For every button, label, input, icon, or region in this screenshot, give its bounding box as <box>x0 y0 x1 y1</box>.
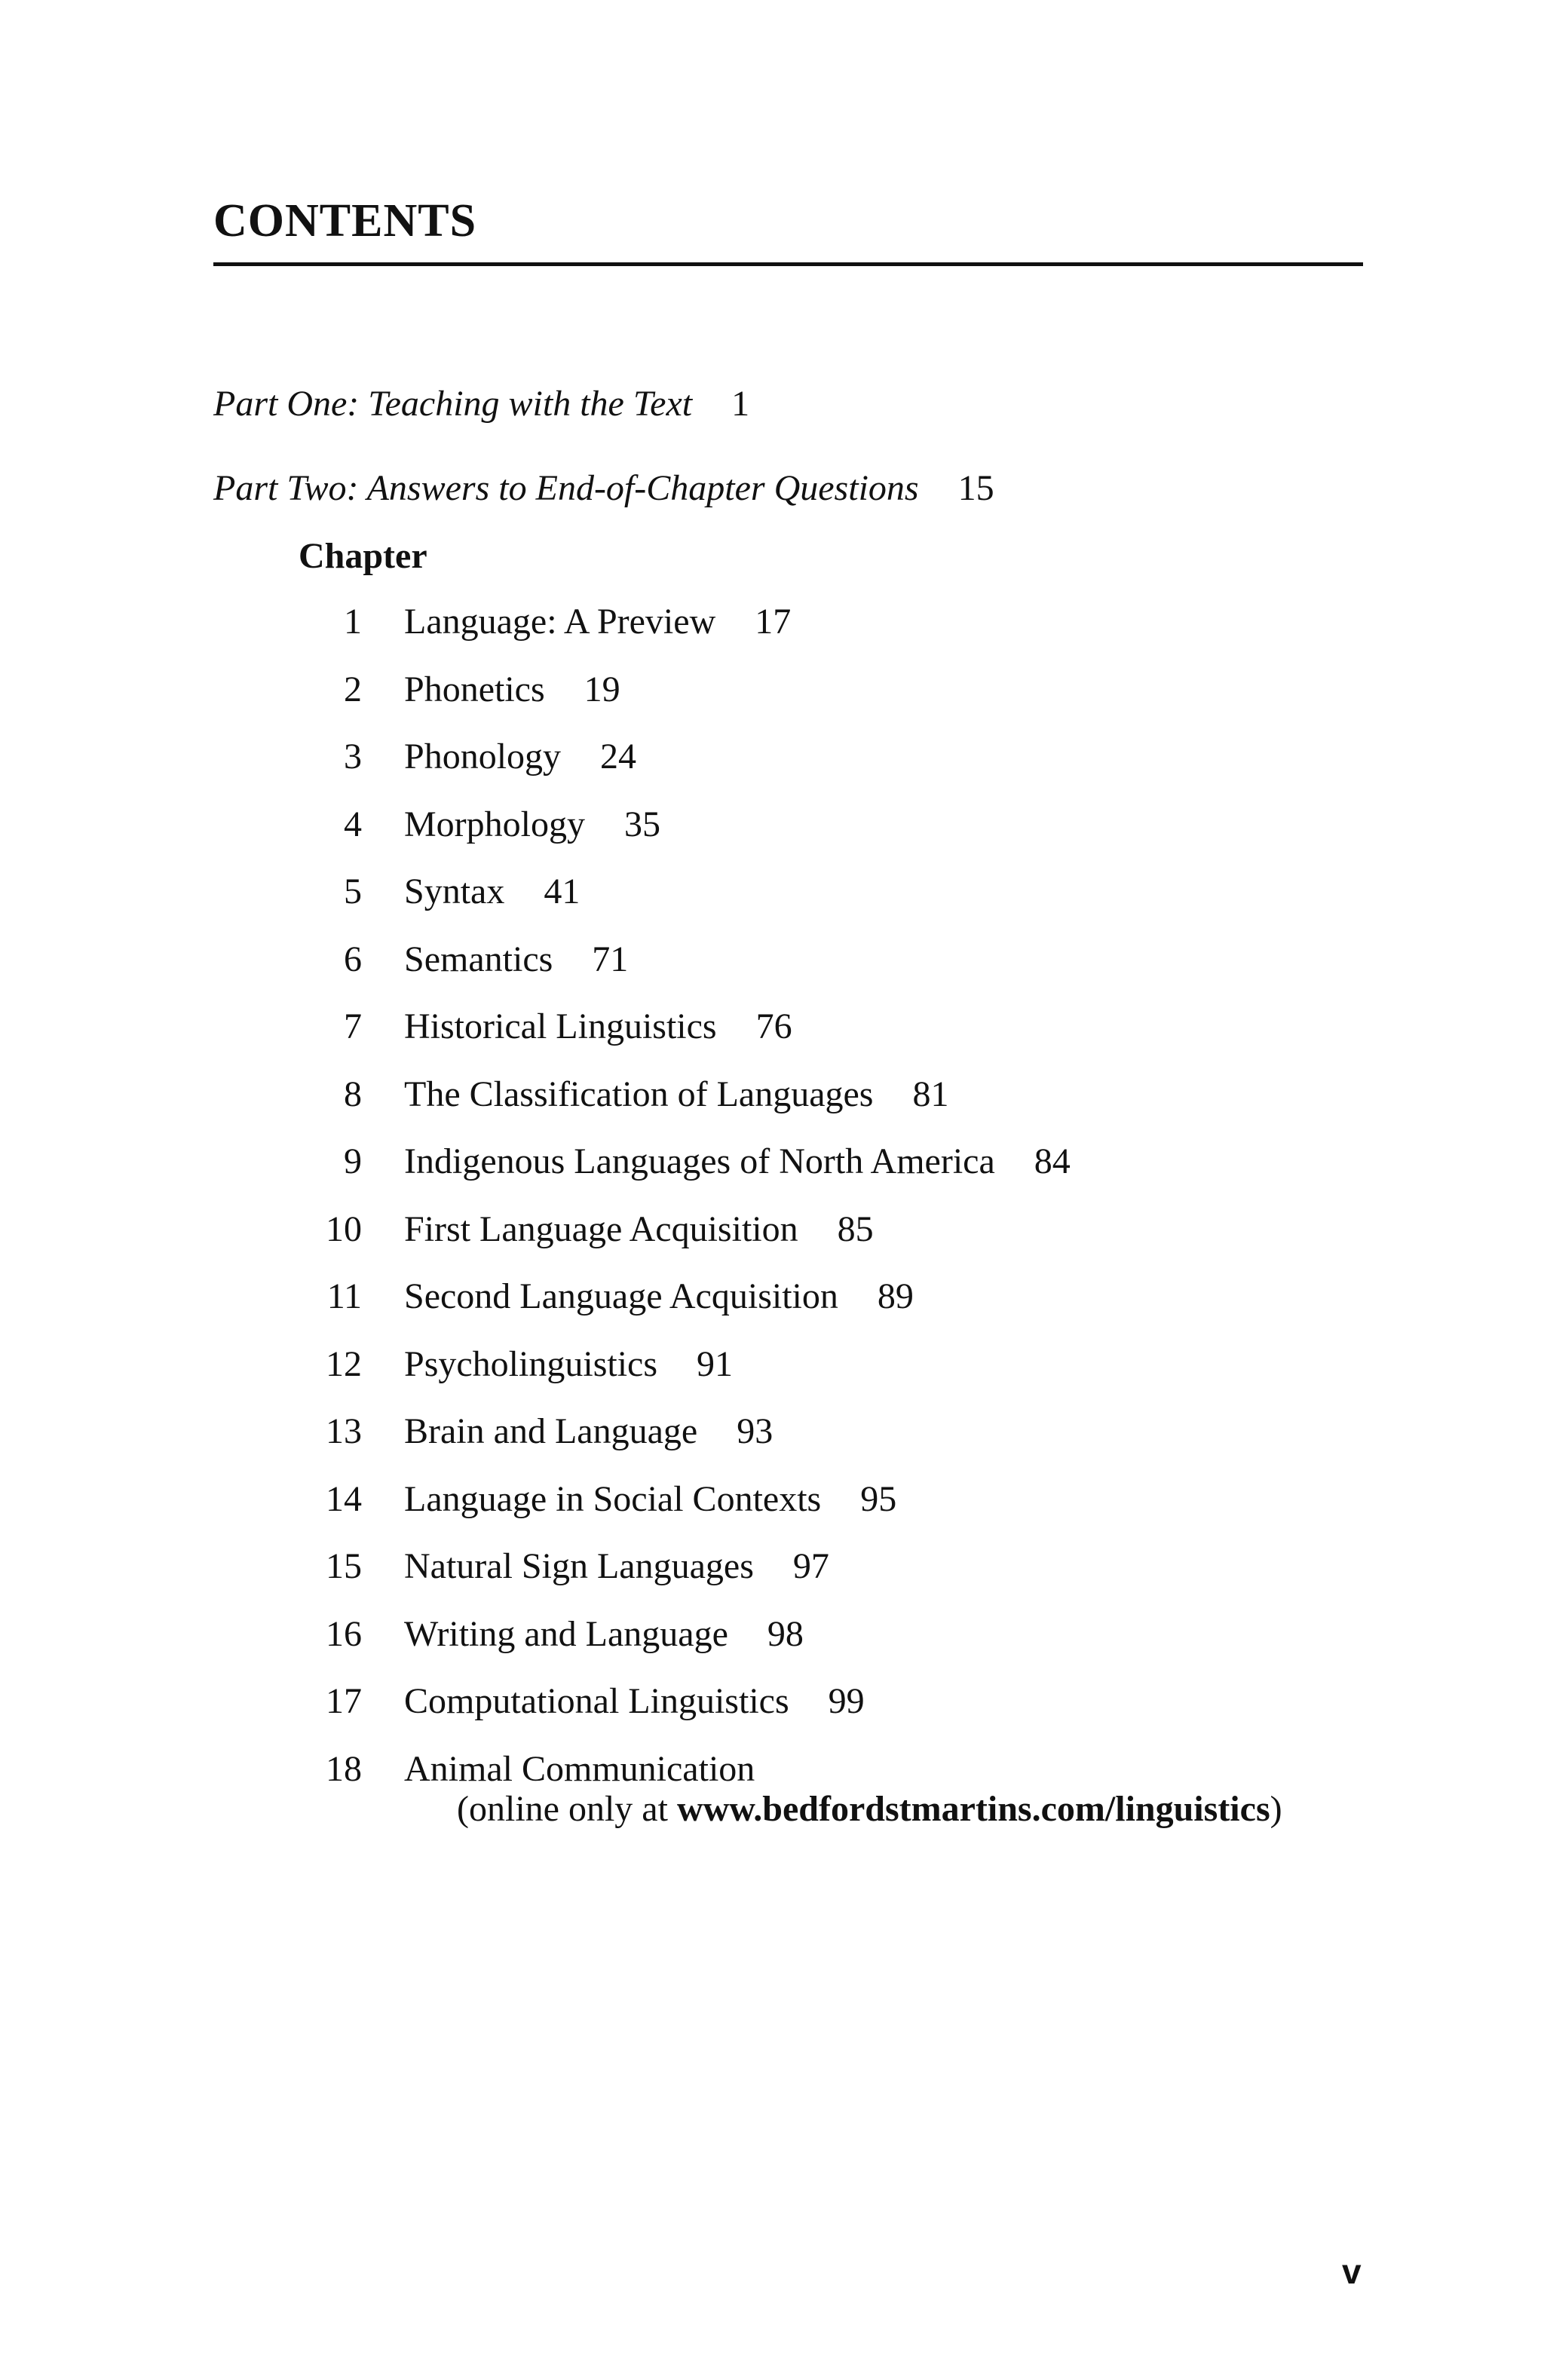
toc-entry-chapter <box>299 1074 1071 1144</box>
chapter-number: 5 <box>344 871 362 911</box>
toc-entry-chapter <box>299 1478 1071 1549</box>
chapter-page-number: 71 <box>592 939 629 979</box>
toc-entry-chapter <box>299 604 1071 672</box>
chapter-number: 1 <box>344 602 362 642</box>
chapter-page-number: 93 <box>737 1411 774 1451</box>
part-title: Part One: Teaching with the Text <box>213 384 693 424</box>
chapter-title: The Classification of Languages <box>404 1074 874 1114</box>
chapter-number: 14 <box>326 1478 362 1519</box>
website-url: www.bedfordstmartins.com/linguistics <box>676 1789 1270 1829</box>
toc-entry-part-two <box>213 470 994 507</box>
part-page-number: 1 <box>731 384 750 424</box>
chapter-page-number: 99 <box>828 1681 865 1721</box>
chapter-number: 8 <box>344 1074 362 1114</box>
chapter-title: Animal Communication <box>404 1748 755 1789</box>
toc-entry-chapter <box>299 1613 1071 1684</box>
chapter-number: 18 <box>326 1748 362 1789</box>
toc-entry-chapter <box>299 1141 1071 1211</box>
chapter-number: 2 <box>344 669 362 709</box>
chapter-number: 3 <box>344 737 362 776</box>
chapter-number: 17 <box>326 1681 362 1721</box>
toc-entry-chapter <box>299 1748 1071 1789</box>
chapter-title: Indigenous Languages of North America <box>404 1141 995 1181</box>
online-availability-note <box>457 1791 1282 1827</box>
chapter-page-number: 17 <box>755 602 792 642</box>
chapter-page-number: 84 <box>1034 1141 1071 1181</box>
toc-entry-chapter <box>299 1006 1071 1077</box>
toc-entry-chapter <box>299 1411 1071 1481</box>
chapter-title: Semantics <box>404 939 553 979</box>
chapter-number: 6 <box>344 939 362 979</box>
chapter-page-number: 76 <box>755 1006 792 1046</box>
chapter-title: Phonology <box>404 737 562 776</box>
toc-entry-chapter <box>299 1343 1071 1414</box>
part-page-number: 15 <box>957 468 994 508</box>
toc-entry-chapter <box>299 871 1071 942</box>
chapter-title: Second Language Acquisition <box>404 1276 838 1316</box>
chapter-page-number: 81 <box>912 1074 949 1114</box>
heading-rule <box>213 262 1363 266</box>
toc-entry-chapter <box>299 669 1071 740</box>
chapter-number: 9 <box>344 1141 362 1181</box>
chapter-title: Writing and Language <box>404 1613 728 1654</box>
chapter-page-number: 97 <box>792 1546 829 1586</box>
part-title: Part Two: Answers to End-of-Chapter Questions <box>213 468 919 508</box>
toc-entry-chapter <box>299 1208 1071 1279</box>
toc-entry-chapter <box>299 1276 1071 1346</box>
chapter-title: Historical Linguistics <box>404 1006 717 1046</box>
chapter-number: 15 <box>326 1546 362 1586</box>
page-title: CONTENTS <box>213 195 477 247</box>
toc-entry-part-one <box>213 386 749 422</box>
chapter-number: 13 <box>326 1411 362 1451</box>
chapter-page-number: 35 <box>624 804 660 844</box>
chapter-title: Natural Sign Languages <box>404 1546 754 1586</box>
chapter-title: Computational Linguistics <box>404 1681 789 1721</box>
toc-entry-chapter <box>299 939 1071 1009</box>
chapter-page-number: 98 <box>767 1613 804 1654</box>
chapter-page-number: 89 <box>877 1276 914 1316</box>
chapter-title: Phonetics <box>404 669 545 709</box>
chapter-page-number: 24 <box>600 737 637 776</box>
chapter-title: Syntax <box>404 871 505 911</box>
toc-entry-chapter <box>299 1548 1071 1616</box>
chapter-page-number: 95 <box>860 1478 897 1519</box>
toc-entry-chapter <box>299 739 1071 807</box>
chapter-title: Language in Social Contexts <box>404 1478 822 1519</box>
chapter-number: 11 <box>326 1276 362 1316</box>
chapter-number: 12 <box>326 1343 362 1384</box>
note-prefix: (online only at <box>457 1789 677 1829</box>
chapter-title: Psycholinguistics <box>404 1343 658 1384</box>
chapter-title: Morphology <box>404 804 585 844</box>
chapter-list <box>299 604 1071 1787</box>
chapter-title: First Language Acquisition <box>404 1208 798 1249</box>
chapter-number: 4 <box>344 804 362 844</box>
chapter-page-number: 85 <box>837 1208 874 1249</box>
chapter-page-number: 91 <box>697 1343 734 1384</box>
toc-entry-chapter <box>299 1683 1071 1751</box>
chapter-number: 7 <box>344 1006 362 1046</box>
chapter-column-label: Chapter <box>299 536 427 576</box>
chapter-title: Brain and Language <box>404 1411 698 1451</box>
chapter-title: Language: A Preview <box>404 602 716 642</box>
toc-entry-chapter <box>299 804 1071 875</box>
note-suffix: ) <box>1270 1789 1282 1829</box>
chapter-page-number: 41 <box>544 871 581 911</box>
chapter-number: 16 <box>326 1613 362 1654</box>
chapter-number: 10 <box>326 1208 362 1249</box>
chapter-page-number: 19 <box>584 669 620 709</box>
page-number: v <box>1342 2252 1362 2291</box>
